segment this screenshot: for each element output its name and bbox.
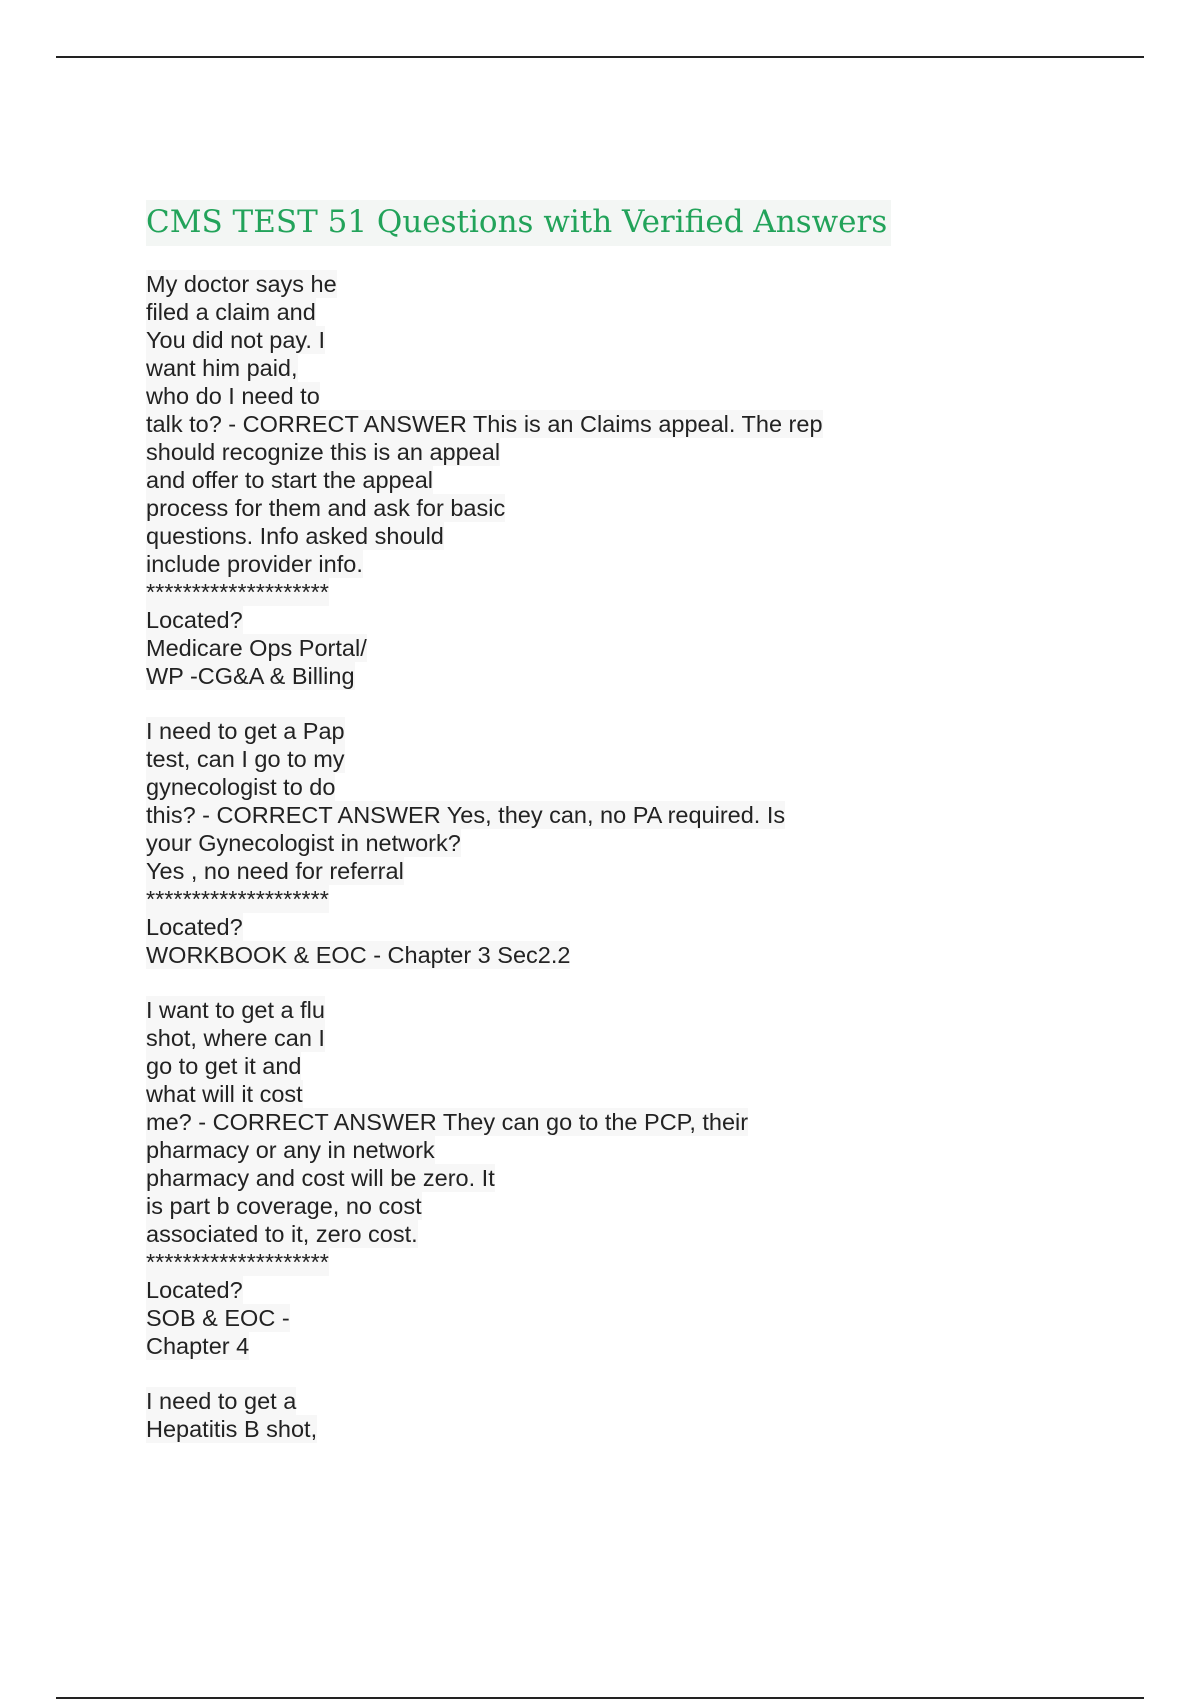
qa-text-line: pharmacy or any in network: [146, 1137, 435, 1163]
location-line: Medicare Ops Portal/: [146, 635, 367, 661]
qa-text-line: should recognize this is an appeal: [146, 439, 501, 465]
separator-line: ********************: [146, 579, 329, 605]
qa-text-line: and offer to start the appeal: [146, 467, 433, 493]
qa-text-line: Yes , no need for referral: [146, 858, 404, 884]
separator-line: ********************: [146, 886, 329, 912]
qa-text-line: me? - CORRECT ANSWER They can go to the PCP, their: [146, 1109, 749, 1135]
qa-text-line: what will it cost: [146, 1081, 303, 1107]
block-spacer: [146, 1360, 906, 1387]
qa-text-line: questions. Info asked should: [146, 523, 444, 549]
document-title: CMS TEST 51 Questions with Verified Answers: [146, 200, 891, 246]
qa-text-line: I need to get a: [146, 1388, 297, 1414]
qa-text-line: I want to get a flu: [146, 997, 325, 1023]
block-spacer: [146, 690, 906, 717]
qa-text-line: My doctor says he: [146, 271, 337, 297]
page-top-rule: [56, 56, 1144, 58]
separator-line: ********************: [146, 1249, 329, 1275]
qa-text-line: filed a claim and: [146, 299, 316, 325]
qa-text-line: this? - CORRECT ANSWER Yes, they can, no PA required. Is: [146, 802, 786, 828]
qa-text-line: You did not pay. I: [146, 327, 326, 353]
qa-text-line: process for them and ask for basic: [146, 495, 506, 521]
qa-text-line: your Gynecologist in network?: [146, 830, 461, 856]
qa-text-line: talk to? - CORRECT ANSWER This is an Claims appeal. The rep: [146, 411, 823, 437]
page-bottom-rule: [56, 1697, 1144, 1699]
qa-text-line: go to get it and: [146, 1053, 302, 1079]
qa-text-line: pharmacy and cost will be zero. It: [146, 1165, 495, 1191]
located-label: Located?: [146, 914, 243, 940]
qa-text-line: test, can I go to my: [146, 746, 345, 772]
qa-text-line: gynecologist to do: [146, 774, 336, 800]
qa-text-line: who do I need to: [146, 383, 320, 409]
location-line: SOB & EOC -: [146, 1305, 290, 1331]
qa-text-line: I need to get a Pap: [146, 718, 345, 744]
qa-text-line: include provider info.: [146, 551, 363, 577]
qa-text-line: Hepatitis B shot,: [146, 1416, 318, 1442]
location-line: Chapter 4: [146, 1333, 250, 1359]
location-line: WP -CG&A & Billing: [146, 663, 355, 689]
location-line: WORKBOOK & EOC - Chapter 3 Sec2.2: [146, 942, 571, 968]
located-label: Located?: [146, 1277, 243, 1303]
qa-text-line: want him paid,: [146, 355, 298, 381]
qa-text-line: shot, where can I: [146, 1025, 325, 1051]
located-label: Located?: [146, 607, 243, 633]
document-body: [146, 270, 906, 1443]
block-spacer: [146, 969, 906, 996]
qa-text-line: associated to it, zero cost.: [146, 1221, 418, 1247]
qa-text-line: is part b coverage, no cost: [146, 1193, 422, 1219]
